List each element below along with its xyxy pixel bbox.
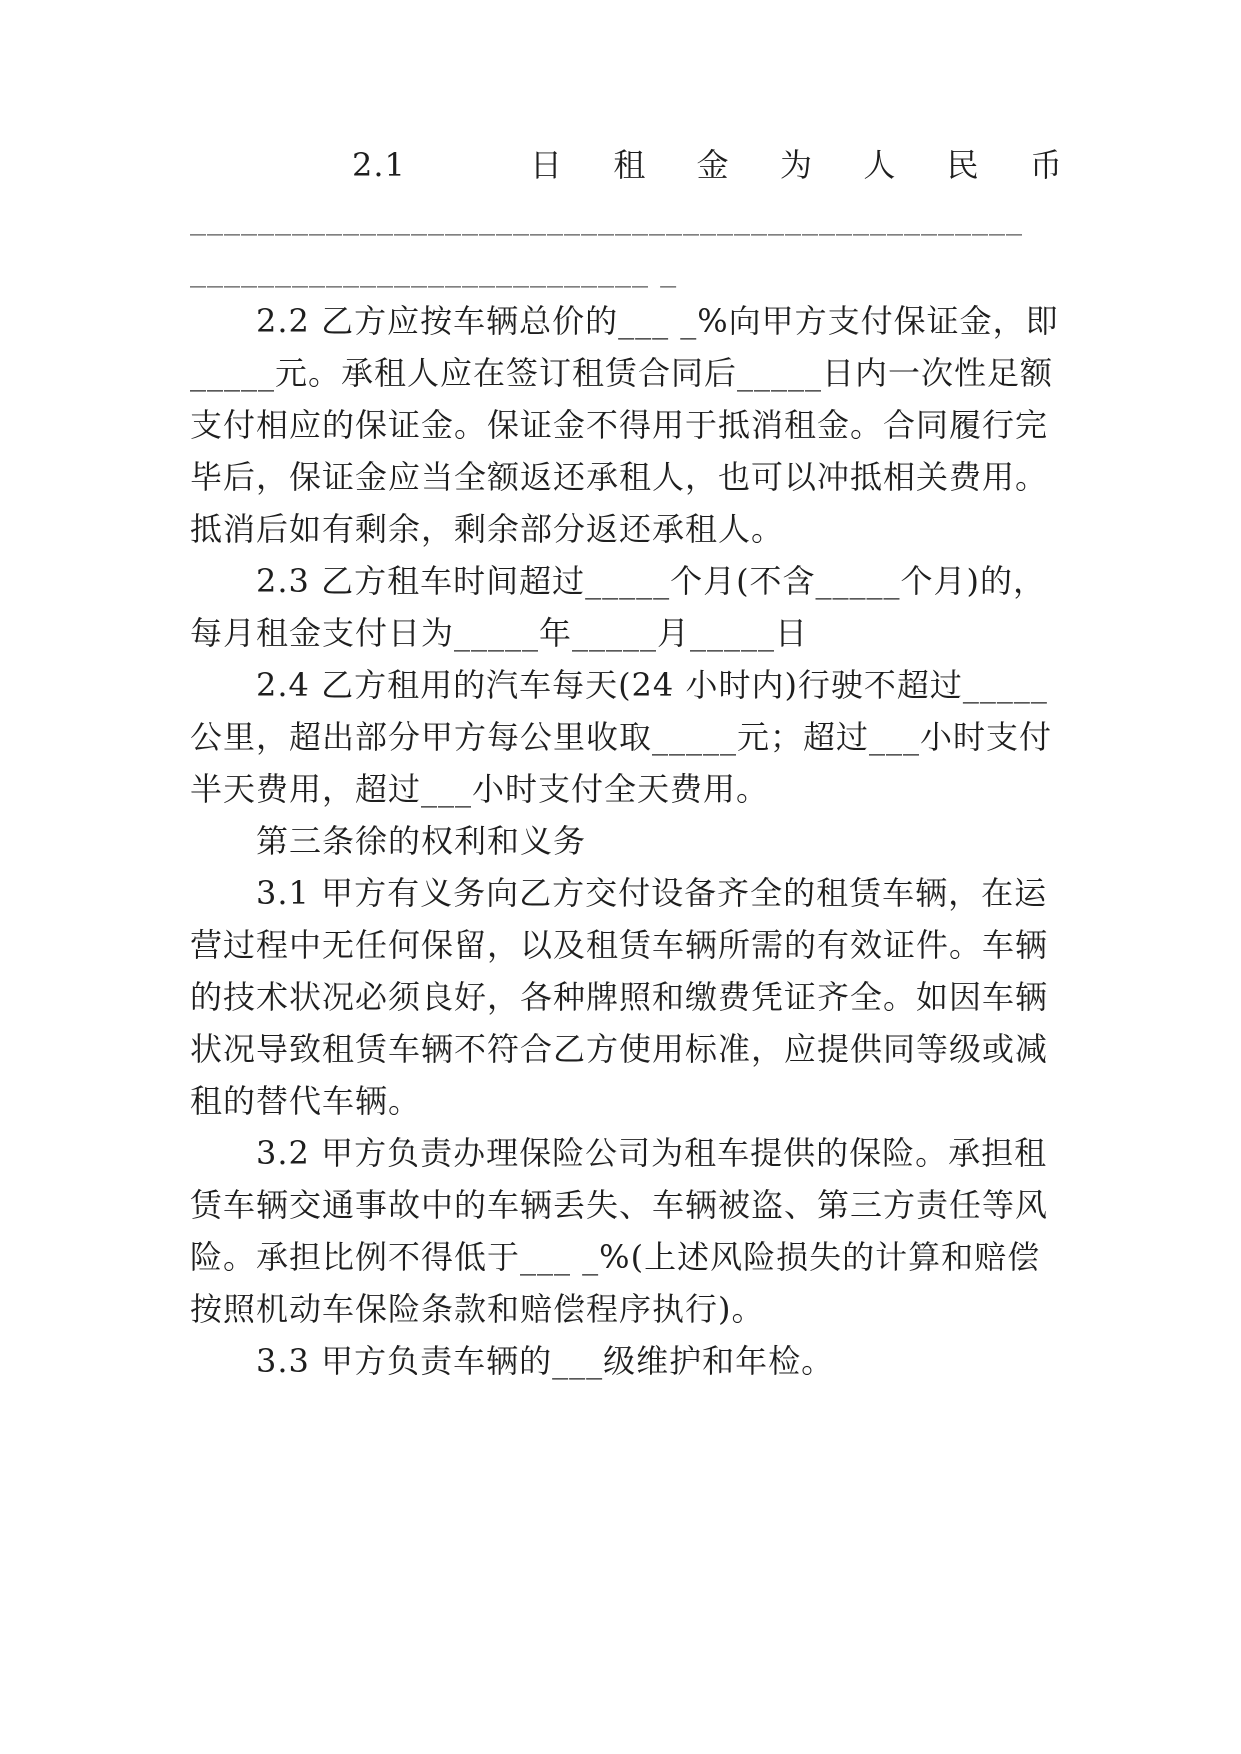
paragraph-line: 2.3 乙方租车时间超过_____个月(不含_____个月)的，: [256, 562, 1047, 600]
article-3-heading: 第三条徐的权利和义务: [256, 822, 587, 860]
paragraph-line: 3.1 甲方有义务向乙方交付设备齐全的租赁车辆，在运: [256, 874, 1048, 912]
clause-2-1-number: 2.1: [352, 146, 406, 184]
paragraph-line: 3.3 甲方负责车辆的___级维护和年检。: [256, 1342, 835, 1380]
clause-2-2: [190, 295, 1090, 555]
paragraph-line: 公里，超出部分甲方每公里收取_____元；超过___小时支付: [190, 718, 1053, 756]
paragraph-line: 险。承担比例不得低于___ _%(上述风险损失的计算和赔偿: [190, 1238, 1041, 1276]
paragraph-line: 赁车辆交通事故中的车辆丢失、车辆被盗、第三方责任等风: [190, 1186, 1049, 1224]
paragraph-line: 毕后，保证金应当全额返还承租人，也可以冲抵相关费用。: [190, 458, 1049, 496]
paragraph-line: 2.4 乙方租用的汽车每天(24 小时内)行驶不超过_____: [256, 666, 1048, 704]
paragraph-line: 3.2 甲方负责办理保险公司为租车提供的保险。承担租: [256, 1134, 1048, 1172]
clause-2-3: [190, 555, 1090, 659]
paragraph-line: 2.2 乙方应按车辆总价的___ _%向甲方支付保证金，即: [256, 302, 1059, 340]
clause-3-3: [190, 1335, 1090, 1387]
paragraph-line: 租的替代车辆。: [190, 1082, 422, 1120]
paragraph-line: 半天费用，超过___小时支付全天费用。: [190, 770, 770, 808]
blank-line: _________________________________________________: [190, 198, 1023, 236]
clause-3-1: [190, 867, 1090, 1127]
paragraph-line: 状况导致租赁车辆不符合乙方使用标准，应提供同等级或减: [190, 1030, 1049, 1068]
paragraph-line: 按照机动车保险条款和赔偿程序执行)。: [190, 1290, 765, 1328]
clause-2-1: [190, 139, 1090, 191]
paragraph-line: _____元。承租人应在签订租赁合同后_____日内一次性足额: [190, 354, 1054, 392]
clause-2-4: [190, 659, 1090, 815]
paragraph-line: 抵消后如有剩余，剩余部分返还承租人。: [190, 510, 785, 548]
blank-line: ___________________________ _: [190, 250, 678, 288]
paragraph-line: 营过程中无任何保留，以及租赁车辆所需的有效证件。车辆: [190, 926, 1049, 964]
document-body: [190, 139, 1090, 1387]
paragraph-line: 的技术状况必须良好，各种牌照和缴费凭证齐全。如因车辆: [190, 978, 1049, 1016]
paragraph-line: 支付相应的保证金。保证金不得用于抵消租金。合同履行完: [190, 406, 1049, 444]
clause-2-1-text: 日租金为人民币: [530, 146, 1062, 184]
paragraph-line: 每月租金支付日为_____年_____月_____日: [190, 614, 809, 652]
clause-3-2: [190, 1127, 1090, 1335]
